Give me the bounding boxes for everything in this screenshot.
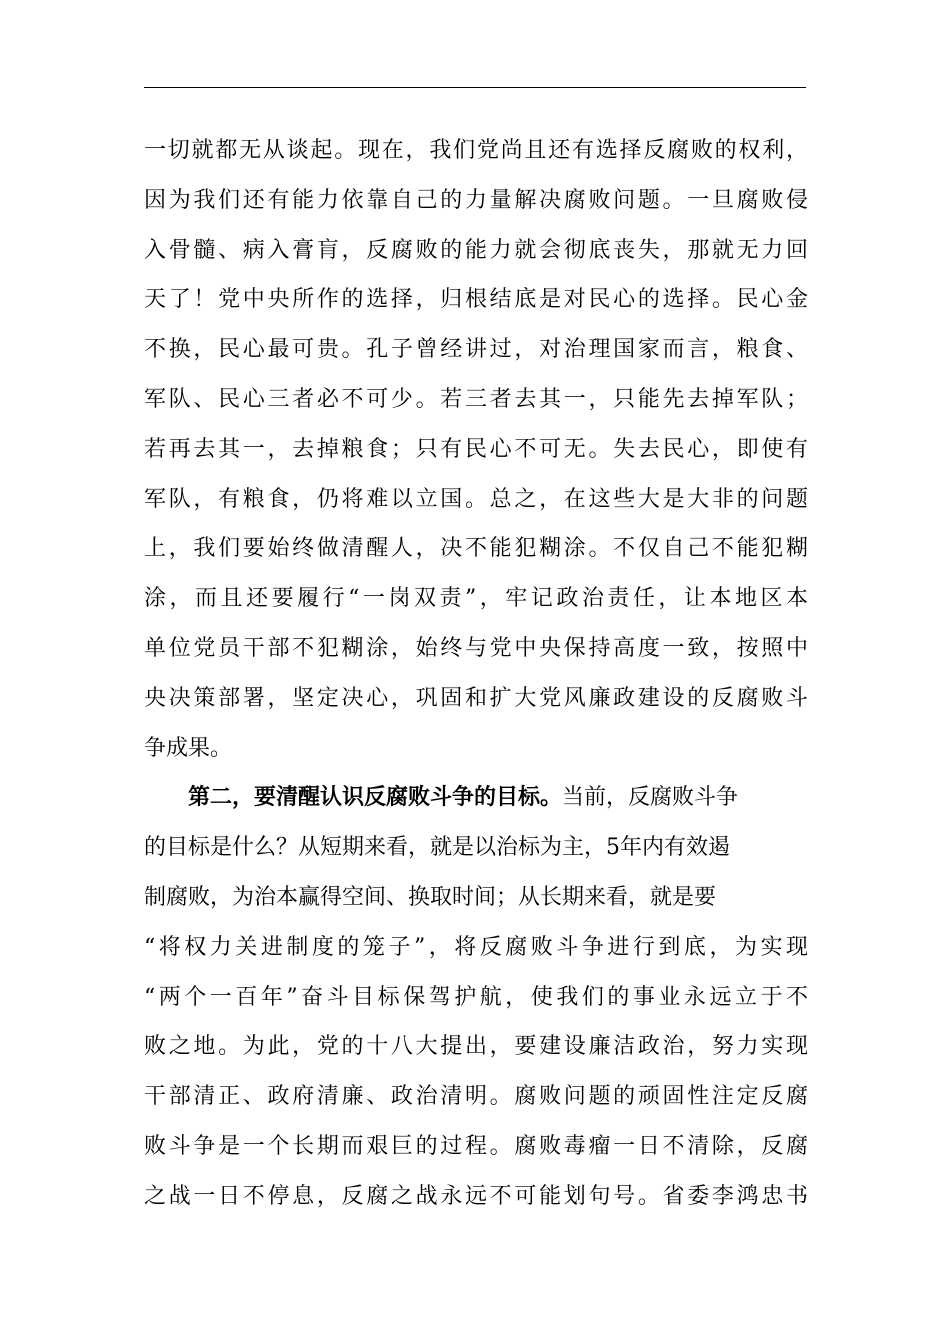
body-line: 入骨髓、病入膏肓，反腐败的能力就会彻底丧失，那就无力回	[144, 237, 808, 263]
paragraph-first-line	[144, 773, 808, 823]
body-line: 争成果。	[144, 735, 233, 761]
paragraph-heading: 第二，要清醒认识反腐败斗争的目标。	[188, 784, 563, 811]
body-line: 的目标是什么？从短期来看，就是以治标为主，5年内有效遏	[144, 835, 730, 861]
body-line: 央决策部署，坚定决心，巩固和扩大党风廉政建设的反腐败斗	[144, 685, 808, 711]
body-line: “将权力关进制度的笼子”，将反腐败斗争进行到底，为实现	[144, 934, 808, 960]
paragraph-text: 当前，反腐败斗争	[562, 785, 739, 811]
body-line: 一切就都无从谈起。现在，我们党尚且还有选择反腐败的权利，	[144, 138, 808, 163]
body-line: 败之地。为此，党的十八大提出，要建设廉洁政治，努力实现	[144, 1034, 808, 1060]
body-line: 制腐败，为治本赢得空间、换取时间；从长期来看，就是要	[144, 884, 717, 910]
body-line: 单位党员干部不犯糊涂，始终与党中央保持高度一致，按照中	[144, 635, 808, 661]
body-line: 天了！党中央所作的选择，归根结底是对民心的选择。民心金	[144, 287, 808, 313]
body-line: 军队，有粮食，仍将难以立国。总之，在这些大是大非的问题	[144, 486, 808, 512]
header-rule	[144, 87, 806, 88]
body-line: 之战一日不停息，反腐之战永远不可能划句号。省委李鸿忠书	[144, 1183, 808, 1209]
body-line: 上，我们要始终做清醒人，决不能犯糊涂。不仅自己不能犯糊	[144, 536, 808, 562]
body-line: 涂，而且还要履行“一岗双责”，牢记政治责任，让本地区本	[144, 586, 808, 612]
body-line: 不换，民心最可贵。孔子曾经讲过，对治理国家而言，粮食、	[144, 337, 808, 363]
body-line: 败斗争是一个长期而艰巨的过程。腐败毒瘤一日不清除，反腐	[144, 1133, 808, 1159]
body-line: 军队、民心三者必不可少。若三者去其一，只能先去掉军队；	[144, 386, 808, 412]
document-body	[144, 126, 808, 1222]
body-line: 干部清正、政府清廉、政治清明。腐败问题的顽固性注定反腐	[144, 1084, 808, 1110]
body-line: 因为我们还有能力依靠自己的力量解决腐败问题。一旦腐败侵	[144, 187, 808, 213]
body-line: 若再去其一，去掉粮食；只有民心不可无。失去民心，即使有	[144, 436, 808, 462]
body-line: “两个一百年”奋斗目标保驾护航，使我们的事业永远立于不	[144, 984, 808, 1010]
